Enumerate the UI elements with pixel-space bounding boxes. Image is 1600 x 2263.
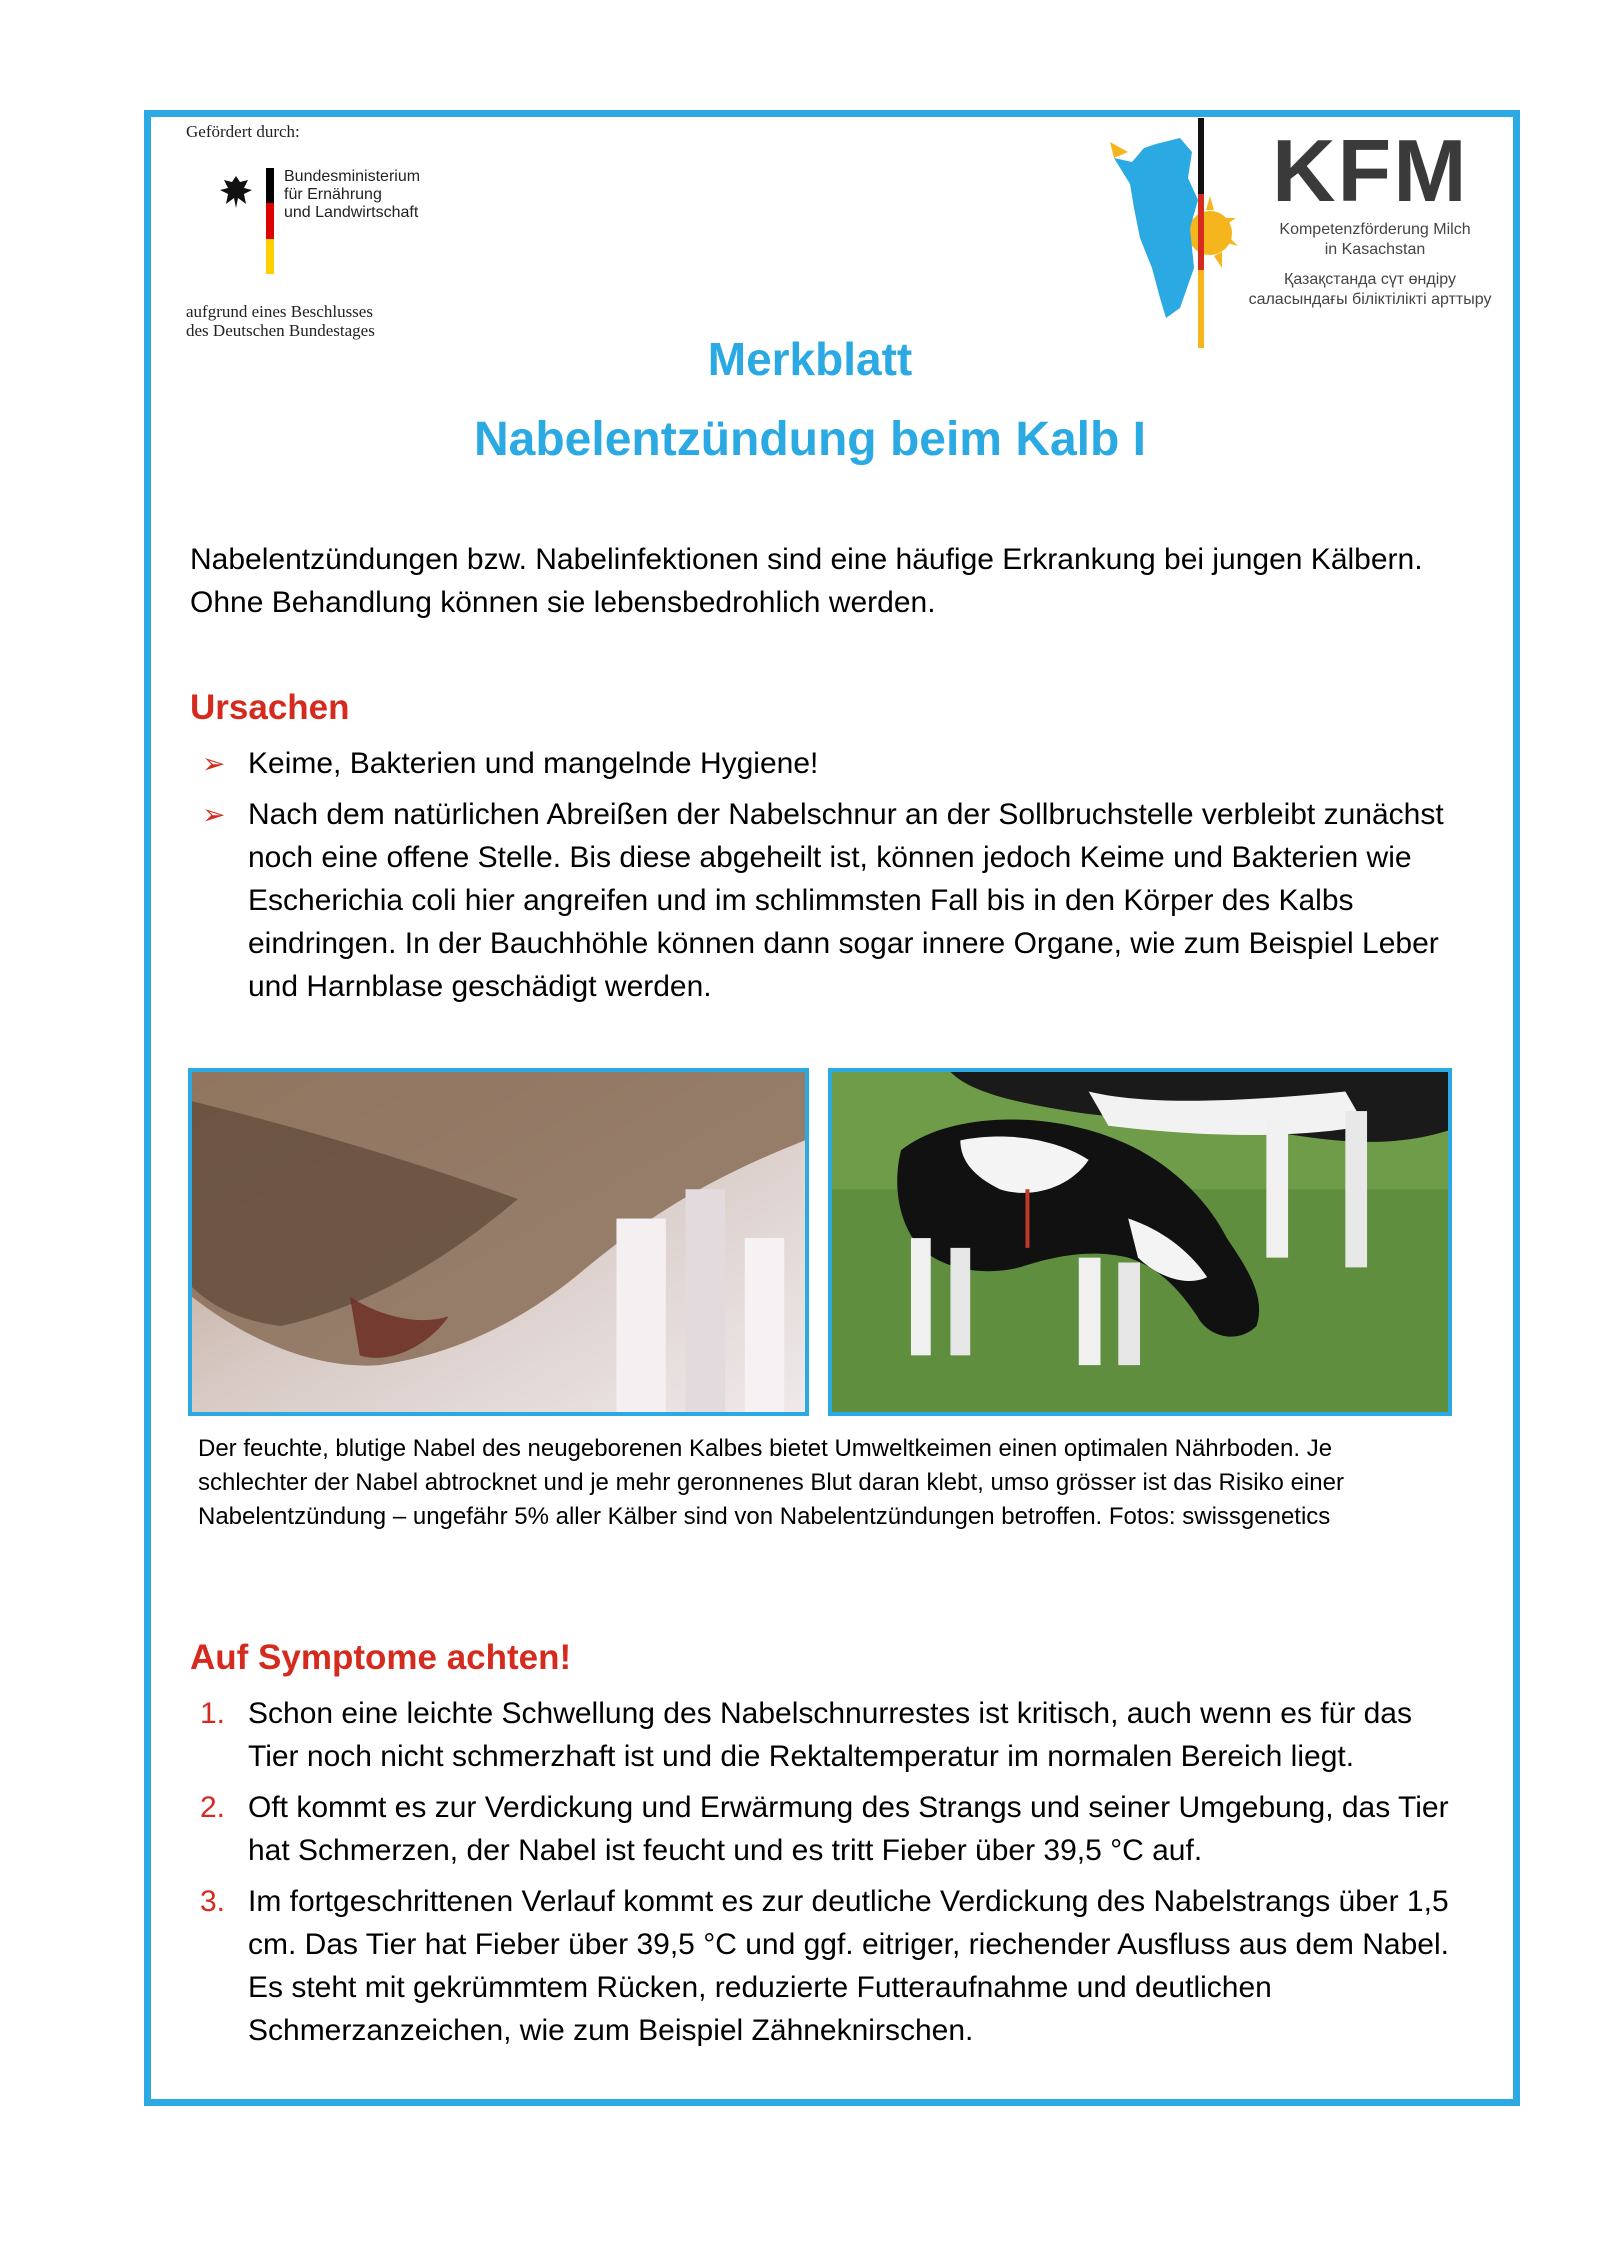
bundestag-decision: aufgrund eines Beschlusses des Deutschen Bundestages bbox=[186, 302, 375, 340]
intro-paragraph: Nabelentzündungen bzw. Nabelinfektionen sind eine häufige Erkrankung bei jungen Kälbern. Ohne Behandlung können sie lebensbedrohlich werden. bbox=[190, 543, 1423, 619]
symptoms-list bbox=[190, 1692, 1470, 2060]
causes-heading: Ursachen bbox=[190, 688, 350, 727]
list-item: 2. Oft kommt es zur Verdickung und Erwärmung des Strangs und seiner Umgebung, das Tier hat Schmerzen, der Nabel ist feucht und es tritt Fieber über 39,5 °C auf. bbox=[190, 1786, 1470, 1872]
page-title: Merkblatt bbox=[707, 333, 913, 385]
ministry-name: Bundesministerium für Ernährung und Landwirtschaft bbox=[284, 168, 421, 221]
kfm-cow-sun-icon bbox=[1110, 118, 1240, 348]
ministry-logo bbox=[216, 168, 420, 274]
german-flag-bar bbox=[266, 168, 274, 274]
list-item: 3. Im fortgeschrittenen Verlauf kommt es zur deutliche Verdickung des Nabelstrangs über 1,5 cm. Das Tier hat Fieber über 39,5 °C und ggf. eitriger, riechender Ausfluss aus dem Nabel. Es steht mit gekrümmtem Rücken, reduzierte Futteraufnahme und deutlichen Schmerzanzeichen, wie zum Beispiel Zähneknirschen. bbox=[190, 1880, 1470, 2052]
kfm-logo bbox=[1110, 118, 1510, 348]
list-item: ➢ Nach dem natürlichen Abreißen der Nabelschnur an der Sollbruchstelle verbleibt zunächst noch eine offene Stelle. Bis diese abgeheilt ist, können jedoch Keime und Bakterien wie Escherichia coli hier angreifen und im schlimmsten Fall bis in den Körper des Kalbs eindringen. In der Bauchhöhle können dann sogar innere Organe, wie zum Beispiel Leber und Harnblase geschädigt werden. bbox=[190, 793, 1470, 1008]
kfm-subtitle: Kompetenzförderung Milch in Kasachstan bbox=[1279, 221, 1471, 258]
calf-grazing-photo bbox=[828, 1068, 1452, 1416]
page-subtitle: Nabelentzündung beim Kalb I bbox=[473, 413, 1147, 466]
symptoms-heading: Auf Symptome achten! bbox=[190, 1638, 572, 1677]
funded-label: Gefördert durch: bbox=[186, 122, 300, 141]
kfm-kazakh-subtitle: Қазақстанда сүт өндіру саласындағы біліктілікті арттыру bbox=[1248, 271, 1492, 308]
list-number: 2. bbox=[200, 1791, 226, 1824]
eagle-icon bbox=[216, 172, 256, 212]
navel-closeup-photo bbox=[188, 1068, 809, 1416]
calf-grazing-image bbox=[832, 1072, 1448, 1412]
list-item: 1. Schon eine leichte Schwellung des Nabelschnurrestes ist kritisch, auch wenn es für das Tier noch nicht schmerzhaft ist und die Rektaltemperatur im normalen Bereich liegt. bbox=[190, 1692, 1470, 1778]
navel-closeup-image bbox=[192, 1072, 805, 1412]
photo-caption: Der feuchte, blutige Nabel des neugeborenen Kalbes bietet Umweltkeimen einen optimalen Nährboden. Je schlechter der Nabel abtrocknet und je mehr geronnenes Blut daran klebt, umso grösser ist das Risiko einer Nabelentzündung – ungefähr 5% aller Kälber sind von Nabelentzündungen betroffen. Fotos: swissgenetics bbox=[198, 1435, 1344, 1530]
causes-list bbox=[190, 742, 1470, 1016]
kfm-title: KFM bbox=[1272, 121, 1469, 220]
list-item: ➢ Keime, Bakterien und mangelnde Hygiene! bbox=[190, 742, 1470, 785]
list-number: 1. bbox=[200, 1697, 226, 1730]
list-number: 3. bbox=[200, 1885, 226, 1918]
arrow-bullet-icon: ➢ bbox=[202, 748, 226, 779]
arrow-bullet-icon: ➢ bbox=[202, 799, 226, 830]
